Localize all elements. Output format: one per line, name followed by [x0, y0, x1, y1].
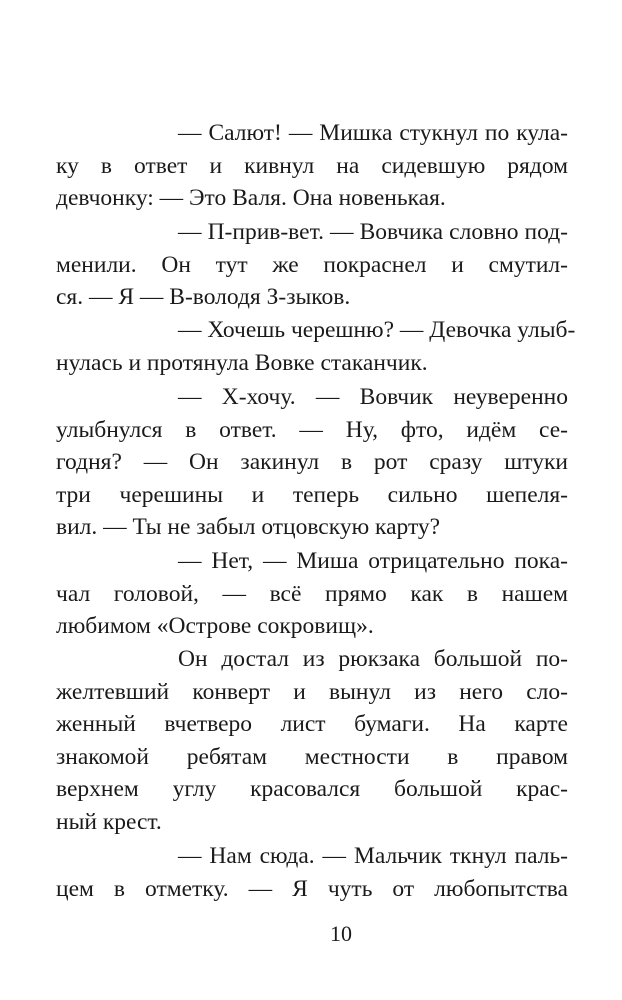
text-line: — Нам сюда. — Мальчик ткнул паль-: [178, 843, 568, 869]
paragraph-1: [56, 117, 568, 215]
text-line: ный крест.: [56, 808, 162, 835]
text-line: желтевший конверт и вынул из него сло-: [56, 678, 568, 705]
text-line: любимом «Острове сокровищ».: [56, 613, 374, 639]
text-line: Он достал из рюкзака большой по-: [178, 646, 568, 672]
text-line: вил. — Ты не забыл отцовскую карту?: [56, 514, 441, 540]
text-line: женный вчетверо лист бумаги. На карте: [56, 711, 568, 737]
text-line: ся. — Я — В-володя З-зыков.: [56, 284, 351, 310]
text-line: нулась и протянула Вовке стаканчик.: [56, 349, 428, 376]
text-line: ку в ответ и кивнул на сидевшую рядом: [56, 152, 568, 179]
paragraph-4: [56, 381, 568, 544]
text-line: — Х-хочу. — Вовчик неуверенно: [178, 384, 568, 410]
paragraph-2: [56, 216, 568, 314]
text-line: три черешины и теперь сильно шепеля-: [56, 481, 568, 508]
text-line: улыбнулся в ответ. — Ну, фто, идём се-: [56, 416, 568, 443]
text-line: цем в отметку. — Я чуть от любопытства: [56, 875, 568, 902]
page-number: 10: [330, 921, 352, 946]
text-line: верхнем углу красовался большой крас-: [56, 776, 568, 802]
paragraph-6: [56, 643, 568, 838]
paragraph-3: [56, 314, 576, 379]
text-line: девчонку: — Это Валя. Она новенькая.: [56, 185, 446, 211]
text-line: — Салют! — Мишка стукнул по кула-: [178, 120, 568, 146]
paragraph-7: [56, 840, 568, 905]
paragraph-5: [56, 545, 568, 643]
text-line: — Нет, — Миша отрицательно пока-: [178, 548, 568, 574]
text-line: знакомой ребятам местности в правом: [56, 743, 568, 770]
text-line: — П-прив-вет. — Вовчика словно под-: [178, 219, 568, 245]
text-line: — Хочешь черешню? — Девочка улыб-: [178, 317, 576, 343]
text-line: чал головой, — всё прямо как в нашем: [56, 580, 568, 607]
text-line: годня? — Он закинул в рот сразу штуки: [56, 449, 568, 475]
text-line: менили. Он тут же покраснел и смутил-: [56, 251, 568, 278]
